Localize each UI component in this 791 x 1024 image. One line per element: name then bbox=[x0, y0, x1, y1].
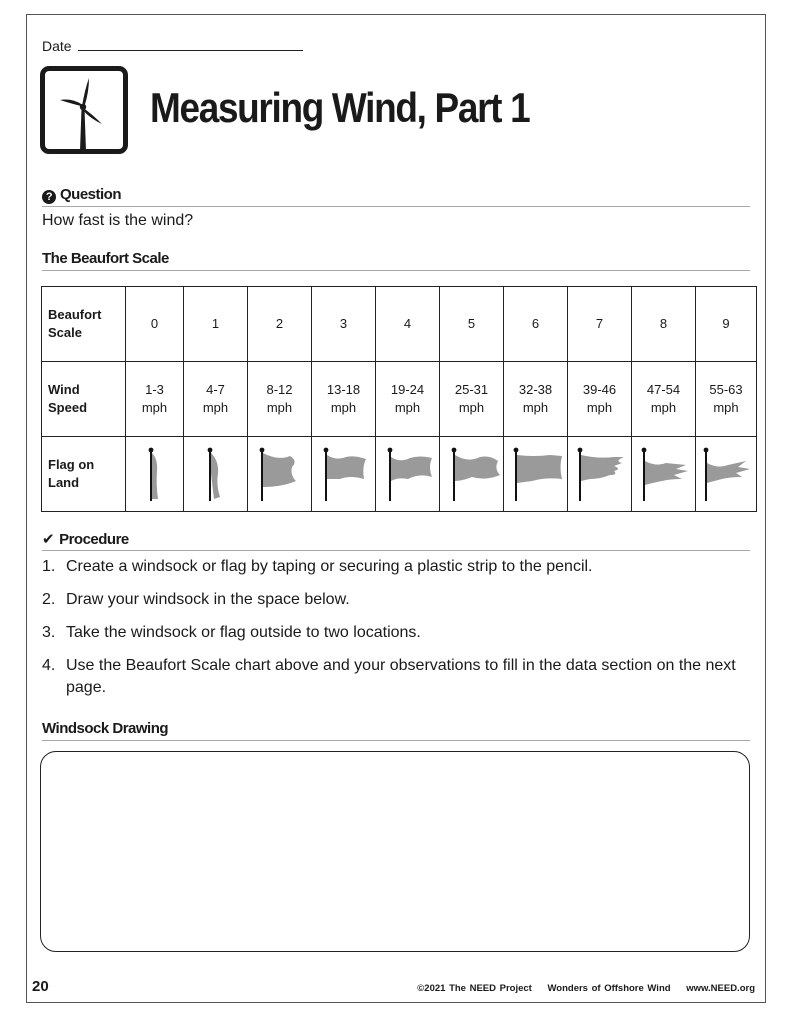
wind-turbine-icon bbox=[40, 66, 128, 154]
speed-cell: 39-46 mph bbox=[568, 362, 632, 437]
question-heading: ? Question bbox=[42, 186, 121, 204]
speed-cell: 19-24 mph bbox=[376, 362, 440, 437]
date-label: Date bbox=[42, 38, 72, 54]
scale-cell: 2 bbox=[248, 287, 312, 362]
flag-calm-icon bbox=[127, 443, 183, 505]
speed-cell: 1-3 mph bbox=[126, 362, 184, 437]
flag-strong-gale-icon bbox=[696, 443, 756, 505]
procedure-list bbox=[42, 556, 754, 710]
scale-cell: 4 bbox=[376, 287, 440, 362]
page-title: Measuring Wind, Part 1 bbox=[150, 84, 530, 131]
scale-cell: 1 bbox=[184, 287, 248, 362]
list-item: 2. Draw your windsock in the space below. bbox=[42, 591, 350, 608]
flag-cell bbox=[440, 437, 504, 512]
question-text: How fast is the wind? bbox=[42, 212, 194, 229]
scale-cell: 5 bbox=[440, 287, 504, 362]
flag-cell bbox=[504, 437, 568, 512]
drawing-heading: Windsock Drawing bbox=[42, 720, 169, 737]
date-blank-line[interactable] bbox=[78, 38, 303, 51]
scale-cell: 0 bbox=[126, 287, 184, 362]
speed-cell: 4-7 mph bbox=[184, 362, 248, 437]
row-label-speed: Wind Speed bbox=[42, 362, 126, 437]
table-row-flag bbox=[42, 437, 757, 512]
speed-cell: 8-12 mph bbox=[248, 362, 312, 437]
beaufort-heading: The Beaufort Scale bbox=[42, 250, 169, 267]
flag-cell bbox=[568, 437, 632, 512]
checkmark-icon: ✔ bbox=[42, 531, 55, 548]
footer-website[interactable]: www.NEED.org bbox=[686, 983, 755, 994]
page-number: 20 bbox=[32, 978, 49, 995]
footer-copyright: ©2021 The NEED Project bbox=[417, 983, 532, 994]
drawing-divider bbox=[42, 740, 750, 741]
flag-cell bbox=[248, 437, 312, 512]
procedure-divider bbox=[42, 550, 750, 551]
question-icon: ? bbox=[42, 190, 56, 204]
scale-cell: 8 bbox=[632, 287, 696, 362]
flag-cell bbox=[632, 437, 696, 512]
speed-cell: 47-54 mph bbox=[632, 362, 696, 437]
flag-cell bbox=[184, 437, 248, 512]
flag-gentle-breeze-icon bbox=[314, 443, 374, 505]
question-divider bbox=[42, 206, 750, 207]
flag-cell bbox=[126, 437, 184, 512]
flag-moderate-breeze-icon bbox=[378, 443, 438, 505]
table-row-speed bbox=[42, 362, 757, 437]
footer-publication: Wonders of Offshore Wind bbox=[547, 983, 671, 994]
scale-cell: 3 bbox=[312, 287, 376, 362]
speed-cell: 32-38 mph bbox=[504, 362, 568, 437]
windsock-drawing-area[interactable] bbox=[40, 751, 750, 952]
table-row-scale bbox=[42, 287, 757, 362]
speed-cell: 55-63 mph bbox=[696, 362, 757, 437]
flag-cell bbox=[696, 437, 757, 512]
list-item: 4. Use the Beaufort Scale chart above and your observations to fill in the data section on the next page. bbox=[42, 657, 736, 696]
list-item: 1. Create a windsock or flag by taping or securing a plastic strip to the pencil. bbox=[42, 558, 593, 575]
list-item: 3. Take the windsock or flag outside to two locations. bbox=[42, 624, 421, 641]
scale-cell: 7 bbox=[568, 287, 632, 362]
date-field[interactable] bbox=[42, 38, 303, 54]
flag-cell bbox=[376, 437, 440, 512]
flag-near-gale-icon bbox=[570, 443, 630, 505]
flag-gale-icon bbox=[634, 443, 694, 505]
beaufort-scale-table bbox=[41, 286, 757, 512]
scale-cell: 6 bbox=[504, 287, 568, 362]
flag-strong-breeze-icon bbox=[506, 443, 566, 505]
beaufort-divider bbox=[42, 270, 750, 271]
flag-light-breeze-icon bbox=[250, 443, 310, 505]
footer-credits bbox=[405, 983, 755, 994]
flag-fresh-breeze-icon bbox=[442, 443, 502, 505]
row-label-scale: Beaufort Scale bbox=[42, 287, 126, 362]
flag-cell bbox=[312, 437, 376, 512]
speed-cell: 13-18 mph bbox=[312, 362, 376, 437]
speed-cell: 25-31 mph bbox=[440, 362, 504, 437]
flag-light-air-icon bbox=[186, 443, 246, 505]
row-label-flag: Flag on Land bbox=[42, 437, 126, 512]
scale-cell: 9 bbox=[696, 287, 757, 362]
procedure-heading: ✔ Procedure bbox=[42, 531, 129, 548]
